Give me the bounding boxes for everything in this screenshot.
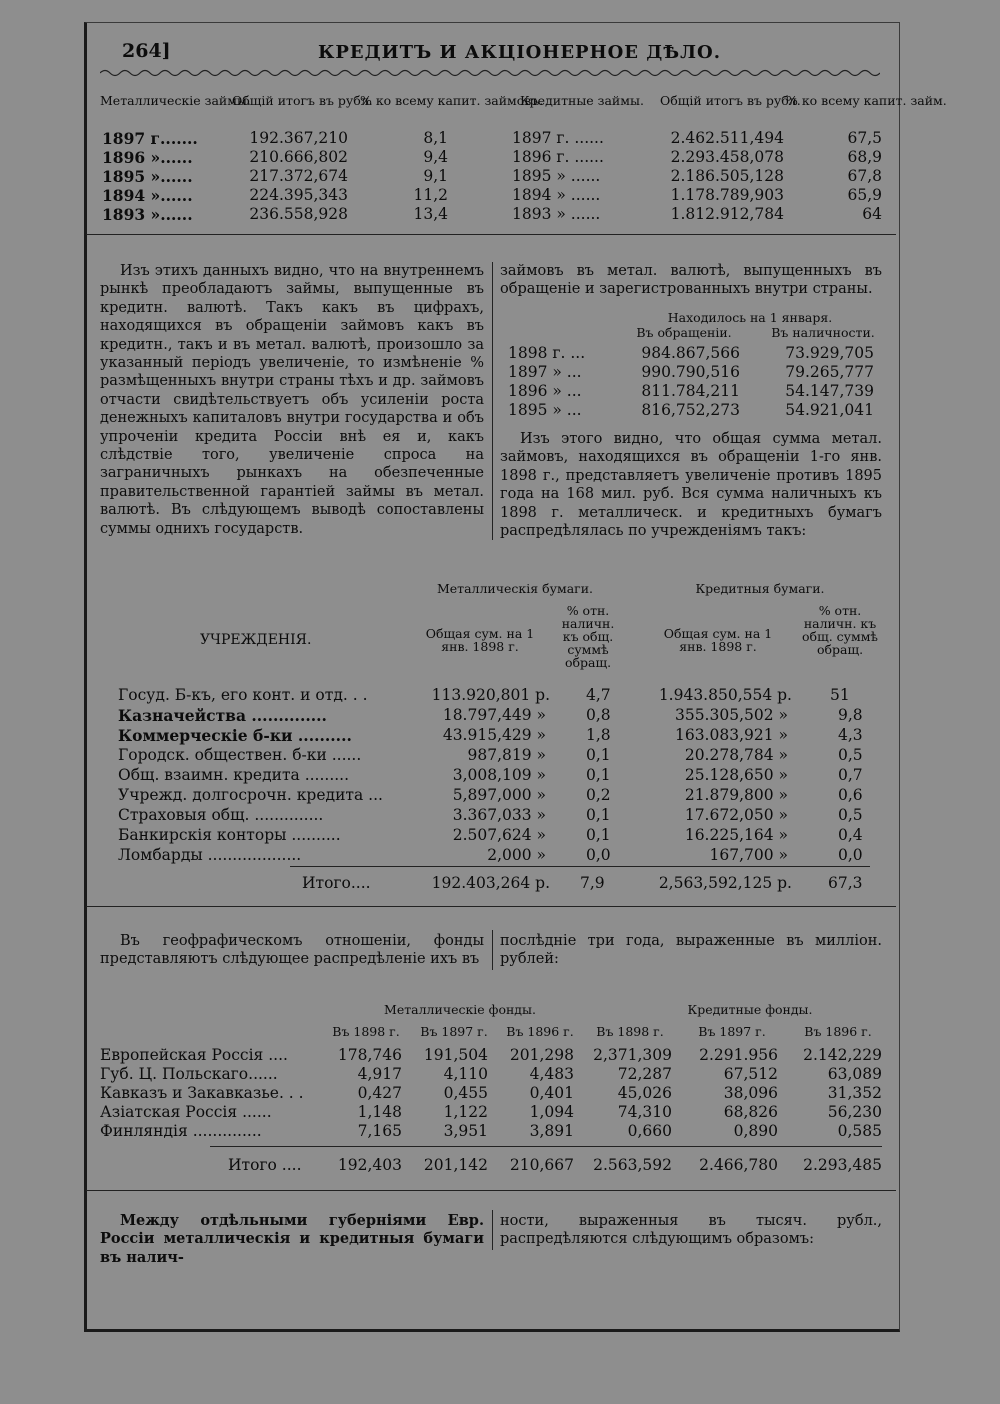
credit-sum: 163.083,921 » — [674, 726, 788, 744]
geo-value: 0,660 — [627, 1122, 672, 1140]
geo-value: 31,352 — [827, 1084, 882, 1102]
region-name: Азіатская Россія ...... — [100, 1103, 272, 1121]
geo-value: 4,110 — [443, 1065, 488, 1083]
geo-value: 67,512 — [723, 1065, 778, 1083]
geo-value: 1,094 — [529, 1103, 574, 1121]
institution-name: Городск. обществен. б-ки ...... — [118, 746, 362, 764]
credit-papers-group: Кредитныя бумаги. — [695, 581, 825, 596]
paragraph-geo-intro-cont: послѣдніе три года, выраженные въ милліон. рублей: — [500, 933, 882, 968]
credit-year: 1897 г. ...... — [512, 129, 604, 147]
credit-sum-header: Общая сум. на 1 янв. 1898 г. — [663, 626, 773, 654]
metal-pct: 8,1 — [423, 129, 448, 147]
geo-value: 2,371,309 — [593, 1046, 672, 1064]
year-header: Въ 1897 г. — [420, 1024, 488, 1039]
availability-value: 79.265,777 — [785, 363, 874, 381]
metal-sum: 5,897,000 » — [452, 786, 546, 804]
institution-name: Банкирскія конторы .......... — [118, 826, 341, 844]
credit-sum: 167,700 » — [709, 846, 788, 864]
geo-value: 1,122 — [443, 1103, 488, 1121]
credit-ratio: 0,6 — [838, 786, 863, 804]
circulation-value: 990.790,516 — [641, 363, 740, 381]
credit-year: 1896 г. ...... — [512, 148, 604, 166]
geo-total: 201,142 — [423, 1156, 488, 1174]
column-divider — [492, 1210, 493, 1250]
geo-value: 0,585 — [837, 1122, 882, 1140]
credit-pct: 68,9 — [847, 148, 882, 166]
circulation-year: 1897 » ... — [508, 363, 582, 381]
credit-year: 1893 » ...... — [512, 205, 601, 223]
geo-value: 56,230 — [827, 1103, 882, 1121]
institution-name: Коммерческіе б-ки .......... — [118, 726, 352, 745]
geo-total: 2.293,485 — [803, 1156, 882, 1174]
paragraph-loans-analysis: Изъ этихъ данныхъ видно, что на внутреннемъ рынкѣ преобладаютъ займы, выпущенные въ кредитн. валютѣ. Такъ какъ въ цифрахъ, находящихся въ обращеніи займовъ какъ въ кредитн., такъ и въ метал. валютѣ, произошло за указанный періодъ увеличеніе, то измѣненіе % размѣщенныхъ внутри страны тѣхъ и др. займовъ отчасти свидѣтельствуетъ объ усиленіи роста денежныхъ капиталовъ внутри государства и объ упроченіи кредита Россіи внѣ ея и, какъ слѣдствіе того, увеличеніе спроса на заграничныхъ рынкахъ на обезпеченные правительственной гарантіей займы въ метал. валютѣ. Въ слѣдующемъ выводѣ сопоставлены суммы однихъ государств. — [100, 263, 484, 537]
metal-sum: 113.920,801 р. — [431, 686, 550, 704]
institution-name: Госуд. Б-къ, его конт. и отд. . . — [118, 686, 368, 704]
metal-sum-header: Общая сум. на 1 янв. 1898 г. — [425, 626, 535, 654]
credit-year: 1895 » ...... — [512, 167, 601, 185]
credit-ratio: 51 — [830, 686, 850, 704]
institution-name: Учрежд. долгосрочн. кредита ... — [118, 786, 383, 804]
credit-loans-header: Кредитные займы. — [520, 93, 644, 108]
metal-pct-header: % ко всему капит. займовъ. — [360, 93, 544, 108]
metal-year: 1894 »...... — [102, 186, 193, 205]
geo-value: 4,483 — [529, 1065, 574, 1083]
geo-value: 63,089 — [827, 1065, 882, 1083]
metal-papers-group: Металлическія бумаги. — [436, 581, 594, 596]
totals-rule — [290, 866, 870, 867]
metal-ratio: 0,0 — [586, 846, 611, 864]
circulation-value: 816,752,273 — [641, 401, 740, 419]
geo-value: 0,890 — [733, 1122, 778, 1140]
credit-ratio: 0,5 — [838, 806, 863, 824]
credit-ratio-total: 67,3 — [828, 874, 863, 892]
credit-total-header: Общій итогъ въ рубл. — [660, 93, 801, 108]
region-name: Кавказъ и Закавказье. . . — [100, 1084, 304, 1102]
metal-pct: 13,4 — [413, 205, 448, 223]
credit-sum-total: 2,563,592,125 р. — [658, 874, 792, 892]
credit-sum: 16.225,164 » — [684, 826, 788, 844]
metal-loans-header: Металлическіе займы. — [100, 93, 251, 108]
table-bottom-rule — [86, 234, 896, 235]
metal-sum: 3,008,109 » — [452, 766, 546, 784]
availability-value: 54.147,739 — [785, 382, 874, 400]
metal-pct: 9,1 — [423, 167, 448, 185]
section-rule — [86, 906, 896, 907]
credit-ratio-header: % отн. наличн. къ общ. суммѣ обращ. — [802, 603, 878, 657]
circulation-header: Въ обращеніи. — [636, 325, 732, 340]
metal-ratio: 0,8 — [586, 706, 611, 724]
credit-pct: 65,9 — [847, 186, 882, 204]
geo-total: 192,403 — [337, 1156, 402, 1174]
running-title: КРЕДИТЪ И АКЦІОНЕРНОЕ ДѢЛО. — [318, 42, 721, 63]
credit-sum: 20.278,784 » — [684, 746, 788, 764]
geo-value: 45,026 — [617, 1084, 672, 1102]
credit-ratio: 4,3 — [838, 726, 863, 744]
metal-ratio: 0,1 — [586, 766, 611, 784]
geo-value: 68,826 — [723, 1103, 778, 1121]
year-header: Въ 1896 г. — [506, 1024, 574, 1039]
geo-value: 0,455 — [443, 1084, 488, 1102]
metal-ratio-header: % отн. наличн. къ общ. суммѣ обращ. — [561, 603, 615, 670]
paragraph-geo-intro: Въ геофрафическомъ отношеніи, фонды представляютъ слѣдующее распредѣленіе ихъ въ — [100, 933, 484, 968]
metal-ratio: 1,8 — [586, 726, 611, 744]
metal-ratio: 0,1 — [586, 746, 611, 764]
year-header: Въ 1896 г. — [804, 1024, 872, 1039]
metal-ratio: 0,1 — [586, 806, 611, 824]
circulation-year: 1898 г. ... — [508, 344, 586, 362]
metal-sum: 2,000 » — [487, 846, 546, 864]
geo-totals-rule — [210, 1146, 882, 1147]
metal-sum: 18.797,449 » — [442, 706, 546, 724]
credit-year: 1894 » ...... — [512, 186, 601, 204]
metal-year: 1893 »...... — [102, 205, 193, 224]
institution-name: Казначейства .............. — [118, 706, 327, 725]
credit-total: 2.462.511,494 — [670, 129, 784, 147]
geo-value: 0,427 — [357, 1084, 402, 1102]
geo-value: 191,504 — [423, 1046, 488, 1064]
institution-name: Ломбарды ................... — [118, 846, 302, 864]
metal-funds-group: Металлическіе фонды. — [384, 1002, 536, 1017]
geo-value: 2.142,229 — [803, 1046, 882, 1064]
metal-year: 1895 »...... — [102, 167, 193, 186]
credit-ratio: 0,0 — [838, 846, 863, 864]
credit-pct: 64 — [862, 205, 882, 223]
year-header: Въ 1898 г. — [596, 1024, 664, 1039]
metal-total-header: Общій итогъ въ рубл. — [232, 93, 373, 108]
metal-sum: 987,819 » — [467, 746, 546, 764]
credit-sum: 25.128,650 » — [684, 766, 788, 784]
metal-total: 210.666,802 — [249, 148, 348, 166]
metal-year: 1896 »...... — [102, 148, 193, 167]
credit-total: 2.293.458,078 — [670, 148, 784, 166]
region-name: Финляндія .............. — [100, 1122, 262, 1140]
paragraph-provinces-intro: Между отдѣльными губерніями Евр. Россіи металлическія и кредитныя бумаги въ налич- — [100, 1212, 484, 1266]
institution-name: Страховыя общ. .............. — [118, 806, 324, 824]
circulation-caption: Находилось на 1 января. — [667, 310, 833, 325]
geo-total: 210,667 — [509, 1156, 574, 1174]
credit-total: 2.186.505,128 — [670, 167, 784, 185]
availability-value: 73.929,705 — [785, 344, 874, 362]
metal-ratio-total: 7,9 — [580, 874, 605, 892]
geo-value: 72,287 — [617, 1065, 672, 1083]
institutions-header: УЧРЕЖДЕНІЯ. — [200, 632, 312, 648]
availability-header: Въ наличности. — [771, 325, 875, 340]
paragraph-provinces-intro-cont: ности, выраженныя въ тысяч. рубл., распредѣляются слѣдующимъ образомъ: — [500, 1213, 882, 1248]
ornamental-rule — [100, 68, 880, 78]
paragraph-metal-increase: Изъ этого видно, что общая сумма метал. займовъ, находящихся въ обращеніи 1-го янв. 1898 г., представляетъ увеличеніе противъ 1895 года на 168 мил. руб. Вся сумма наличныхъ къ 1898 г. металлическ. и кредитныхъ бумагъ распредѣлялась по учрежденіямъ такъ: — [500, 431, 882, 540]
circulation-year: 1896 » ... — [508, 382, 582, 400]
total-label: Итого.... — [302, 874, 371, 892]
page-number: 264] — [122, 40, 171, 62]
circulation-year: 1895 » ... — [508, 401, 582, 419]
geo-value: 2.291.956 — [699, 1046, 778, 1064]
credit-pct: 67,5 — [847, 129, 882, 147]
geo-value: 38,096 — [723, 1084, 778, 1102]
metal-ratio: 0,2 — [586, 786, 611, 804]
credit-sum: 355.305,502 » — [674, 706, 788, 724]
credit-pct: 67,8 — [847, 167, 882, 185]
geo-value: 3,951 — [443, 1122, 488, 1140]
circulation-value: 984.867,566 — [641, 344, 740, 362]
availability-value: 54.921,041 — [785, 401, 874, 419]
credit-ratio: 0,4 — [838, 826, 863, 844]
credit-total: 1.812.912,784 — [670, 205, 784, 223]
paragraph-metal-loans-intro: займовъ въ метал. валютѣ, выпущенныхъ въ обращеніе и зарегистрованныхъ внутри страны. — [500, 263, 882, 298]
metal-ratio: 4,7 — [586, 686, 611, 704]
credit-sum: 21.879,800 » — [684, 786, 788, 804]
geo-value: 74,310 — [617, 1103, 672, 1121]
credit-ratio: 0,5 — [838, 746, 863, 764]
metal-total: 192.367,210 — [249, 129, 348, 147]
metal-sum: 2.507,624 » — [452, 826, 546, 844]
metal-total: 224.395,343 — [249, 186, 348, 204]
geo-value: 178,746 — [337, 1046, 402, 1064]
geo-value: 201,298 — [509, 1046, 574, 1064]
credit-funds-group: Кредитные фонды. — [687, 1002, 813, 1017]
metal-sum: 43.915,429 » — [442, 726, 546, 744]
metal-year: 1897 г....... — [102, 129, 198, 148]
metal-total: 236.558,928 — [249, 205, 348, 223]
geo-total-label: Итого .... — [228, 1156, 302, 1174]
credit-ratio: 0,7 — [838, 766, 863, 784]
geo-value: 3,891 — [529, 1122, 574, 1140]
geo-value: 0,401 — [529, 1084, 574, 1102]
credit-sum: 17.672,050 » — [684, 806, 788, 824]
metal-ratio: 0,1 — [586, 826, 611, 844]
circulation-value: 811.784,211 — [641, 382, 740, 400]
section-rule — [86, 1190, 896, 1191]
metal-pct: 9,4 — [423, 148, 448, 166]
geo-total: 2.563,592 — [593, 1156, 672, 1174]
metal-sum-total: 192.403,264 р. — [431, 874, 550, 892]
credit-pct-header: % ко всему капит. займ. — [786, 93, 947, 108]
metal-pct: 11,2 — [413, 186, 448, 204]
column-divider — [492, 262, 493, 540]
geo-total: 2.466,780 — [699, 1156, 778, 1174]
column-divider — [492, 930, 493, 970]
geo-value: 4,917 — [357, 1065, 402, 1083]
year-header: Въ 1897 г. — [698, 1024, 766, 1039]
credit-sum: 1.943.850,554 р. — [658, 686, 792, 704]
region-name: Европейская Россія .... — [100, 1046, 288, 1064]
metal-sum: 3.367,033 » — [452, 806, 546, 824]
geo-value: 1,148 — [357, 1103, 402, 1121]
institution-name: Общ. взаимн. кредита ......... — [118, 766, 350, 784]
year-header: Въ 1898 г. — [332, 1024, 400, 1039]
credit-total: 1.178.789,903 — [670, 186, 784, 204]
region-name: Губ. Ц. Польскаго...... — [100, 1065, 278, 1083]
metal-total: 217.372,674 — [249, 167, 348, 185]
credit-ratio: 9,8 — [838, 706, 863, 724]
geo-value: 7,165 — [357, 1122, 402, 1140]
